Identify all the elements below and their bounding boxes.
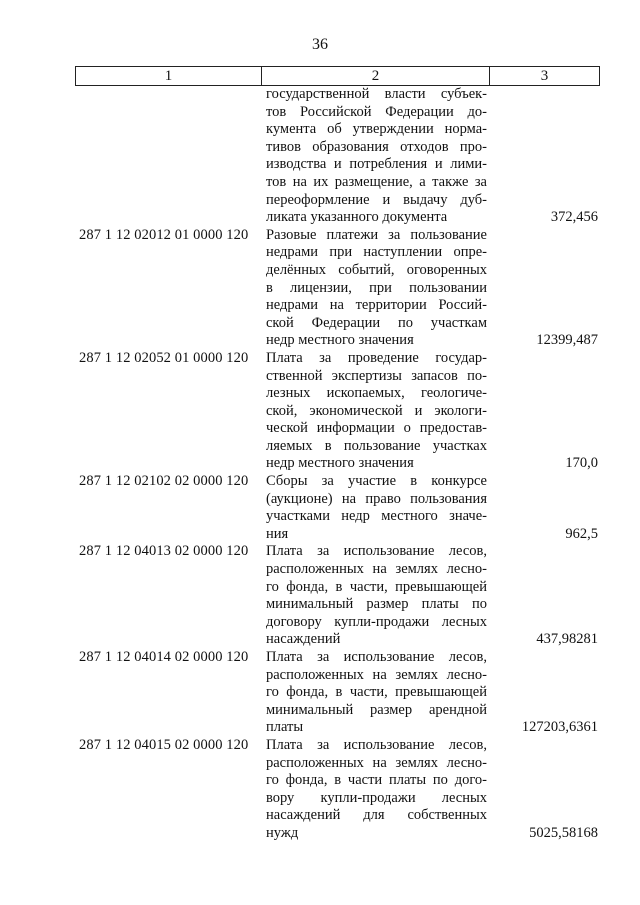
- income-name-line: тов Российской Федерации до-: [266, 103, 487, 120]
- income-name-line: ния: [266, 525, 289, 542]
- income-name-line: (аукционе) на право пользования: [266, 490, 487, 507]
- income-name-line: Плата за проведение государ-: [266, 349, 487, 366]
- income-name-line: Плата за использование лесов,: [266, 649, 487, 665]
- income-name-line: в лицензии, при пользовании: [266, 279, 487, 296]
- income-name-line: вору купли-продажи лесных: [266, 789, 487, 806]
- income-name-line: договору купли-продажи лесных: [266, 613, 487, 630]
- page-number: 36: [312, 36, 328, 53]
- income-name-line: тов на их размещение, а также за: [266, 173, 487, 190]
- amount: 437,98281: [536, 631, 598, 648]
- budget-code: 287 1 12 04013 02 0000 120: [79, 543, 249, 560]
- budget-code: 287 1 12 04015 02 0000 120: [79, 736, 249, 753]
- amount: 5025,58168: [529, 824, 598, 841]
- amount: 170,0: [565, 455, 598, 472]
- income-name-line: го фонда, в части платы по дого-: [266, 772, 487, 789]
- income-name-line: расположенных на землях лесно-: [266, 561, 487, 578]
- income-name-line: Плата за использование лесов,: [266, 736, 487, 753]
- table-row: [75, 473, 600, 543]
- income-name-line: изводства и потребления и лими-: [266, 156, 487, 173]
- income-name-line: тивов образования отходов про-: [266, 138, 487, 155]
- income-name-line: делённых событий, оговоренных: [266, 261, 487, 278]
- income-name-line: платы: [266, 719, 304, 736]
- income-name-line: насаждений для собственных: [266, 807, 487, 824]
- table-row: [75, 543, 600, 649]
- budget-code: 287 1 12 04014 02 0000 120: [79, 649, 249, 665]
- income-name-line: минимальный размер арендной: [266, 701, 487, 718]
- income-name-line: кумента об утверждении норма-: [266, 121, 487, 138]
- income-name-line: Сборы за участие в конкурсе: [266, 473, 487, 490]
- income-name-line: переоформление и выдачу дуб-: [266, 191, 487, 208]
- income-name: [266, 473, 487, 543]
- amount: 12399,487: [536, 332, 598, 349]
- income-name-line: минимальный размер платы по: [266, 596, 487, 613]
- income-name-line: расположенных на землях лесно-: [266, 754, 487, 771]
- income-name: [266, 649, 487, 737]
- income-name-line: ликата указанного документа: [266, 209, 448, 226]
- income-name-line: недр местного значения: [266, 332, 414, 349]
- income-name: [266, 543, 487, 649]
- table-row: [75, 227, 600, 350]
- income-name: [266, 737, 487, 843]
- column-header-3: 3: [540, 68, 549, 84]
- income-name-line: нужд: [266, 824, 299, 841]
- income-name-line: ческой информации о предостав-: [266, 420, 487, 437]
- amount: 127203,6361: [521, 719, 598, 736]
- income-name-line: расположенных на землях лесно-: [266, 666, 487, 683]
- budget-code: 287 1 12 02012 01 0000 120: [79, 226, 249, 243]
- budget-code: 287 1 12 02102 02 0000 120: [79, 473, 249, 490]
- amount: 372,456: [550, 209, 598, 226]
- income-name: [266, 227, 487, 350]
- income-name-line: государственной власти субъек-: [266, 86, 487, 102]
- table-body: [75, 86, 600, 843]
- table-row: [75, 737, 600, 843]
- income-name-line: недр местного значения: [266, 455, 414, 472]
- table-row: [75, 350, 600, 473]
- income-name-line: Разовые платежи за пользование: [266, 226, 487, 243]
- income-name-line: насаждений: [266, 631, 341, 648]
- table-row: [75, 649, 600, 737]
- income-name: [266, 350, 487, 473]
- income-name-line: го фонда, в части, превышающей: [266, 578, 487, 595]
- income-name: [266, 86, 487, 227]
- column-header-1: 1: [76, 67, 262, 85]
- budget-code: 287 1 12 02052 01 0000 120: [79, 349, 249, 366]
- income-name-line: недрами на территории Россий-: [266, 297, 487, 314]
- income-name-line: недрами при наступлении опре-: [266, 244, 487, 261]
- income-name-line: го фонда, в части, превышающей: [266, 684, 487, 701]
- amount: 962,5: [565, 525, 598, 542]
- income-name-line: лезных ископаемых, геологиче-: [266, 385, 487, 402]
- income-name-line: ляемых в пользование участках: [266, 437, 487, 454]
- income-name-line: Плата за использование лесов,: [266, 543, 487, 560]
- column-header-2: 2: [262, 67, 490, 85]
- table-header: [75, 66, 600, 86]
- income-name-line: ственной экспертизы запасов по-: [266, 367, 487, 384]
- income-name-line: ской, экономической и экологи-: [266, 402, 487, 419]
- income-name-line: участками недр местного значе-: [266, 508, 487, 525]
- income-name-line: ской Федерации по участкам: [266, 314, 487, 331]
- table-row: [75, 86, 600, 227]
